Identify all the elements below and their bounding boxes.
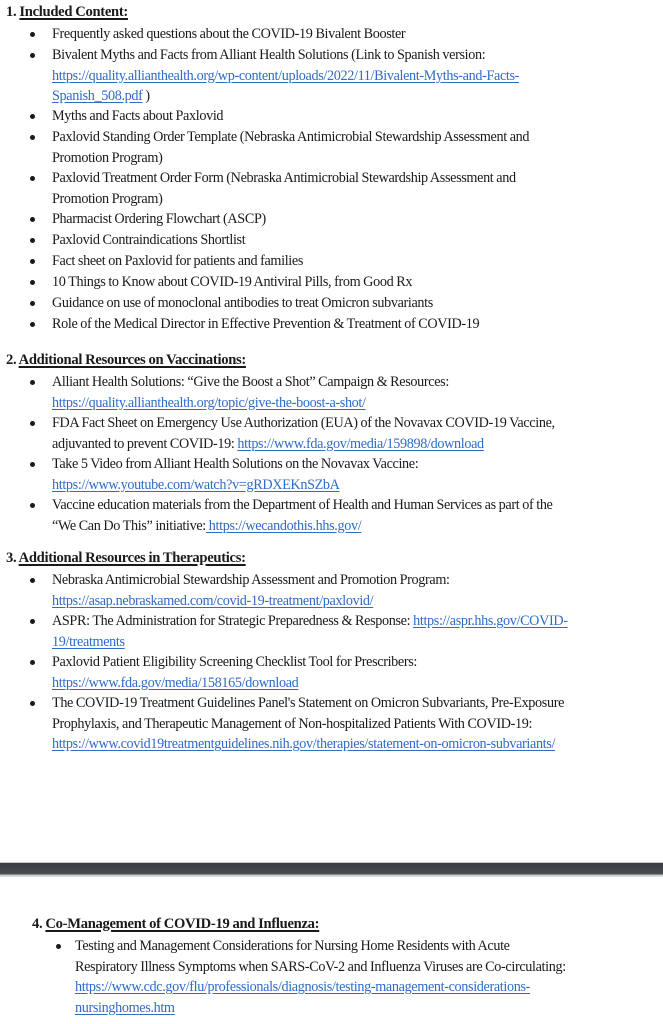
text-line [52, 168, 516, 189]
plain-text: Testing and Management Considerations for Nursing Home Residents with Acute [75, 938, 510, 954]
hyperlink[interactable]: https://www.covid19treatmentguidelines.nih.gov/therapies/statement-on-omicron-subvariants/ [52, 736, 556, 752]
plain-text: Paxlovid Standing Order Template (Nebraska Antimicrobial Stewardship Assessment and [52, 129, 530, 145]
list-item-text [52, 693, 564, 755]
hyperlink[interactable]: https://www.fda.gov/media/159898/download [237, 435, 484, 452]
text-line [52, 434, 555, 455]
plain-text: Fact sheet on Paxlovid for patients and families [52, 253, 303, 269]
text-line [52, 413, 555, 434]
section-title: Included Content: [19, 4, 128, 20]
bullet-icon [30, 259, 35, 264]
section-title: Additional Resources in Therapeutics: [18, 550, 246, 566]
bullet-icon [30, 176, 35, 181]
text-line [75, 936, 566, 957]
bullet-icon [30, 301, 35, 306]
text-line [52, 454, 418, 475]
bullet-icon [30, 322, 35, 327]
text-line [52, 127, 529, 148]
text-line [52, 591, 450, 612]
list-item-text [52, 127, 529, 168]
bullet-icon [30, 32, 35, 37]
text-line [75, 998, 566, 1019]
hyperlink[interactable]: nursinghomes.htm [75, 999, 175, 1016]
text-line [52, 209, 266, 230]
hyperlink[interactable]: https://wecandothis.hhs.gov/ [205, 517, 362, 534]
page-separator [0, 862, 663, 877]
section-heading [6, 4, 128, 21]
plain-text: Bivalent Myths and Facts from Alliant Health Solutions (Link to Spanish version: [52, 47, 486, 63]
list-item-text [52, 413, 555, 454]
section-number: 2. [6, 352, 17, 368]
text-line [52, 148, 529, 169]
text-line [52, 714, 564, 735]
plain-text: Frequently asked questions about the COVID-19 Bivalent Booster [52, 26, 406, 42]
bullet-icon [30, 238, 35, 243]
hyperlink[interactable]: https://asap.nebraskamed.com/covid-19-treatment/paxlovid/ [52, 592, 374, 609]
bullet-icon [30, 660, 35, 665]
list-item-text [52, 611, 568, 652]
text-line [52, 272, 412, 293]
plain-text: ASPR: The Administration for Strategic Preparedness & Response: [52, 613, 414, 629]
bullet-icon [30, 503, 35, 508]
section-title: Additional Resources on Vaccinations: [18, 352, 246, 368]
list-item-text [52, 106, 223, 127]
bullet-icon [30, 135, 35, 140]
list-item-text [52, 293, 433, 314]
list-item-text [52, 570, 450, 611]
bullet-icon [56, 944, 61, 949]
plain-text: Guidance on use of monoclonal antibodies to treat Omicron subvariants [52, 295, 433, 311]
hyperlink[interactable]: https://www.fda.gov/media/158165/download [52, 674, 299, 691]
list-item-text [52, 45, 519, 107]
text-line [52, 251, 303, 272]
list-item-text [75, 936, 566, 1018]
text-line [52, 106, 223, 127]
bullet-icon [30, 114, 35, 119]
text-line [52, 230, 245, 251]
hyperlink[interactable]: https://www.youtube.com/watch?v=gRDXEKnSZbA [52, 476, 340, 493]
section-heading [6, 550, 246, 567]
bullet-icon [30, 619, 35, 624]
text-line [52, 673, 417, 694]
plain-text: Prophylaxis, and Therapeutic Management of Non-hospitalized Patients With COVID-19: [52, 715, 533, 732]
list-item-text [52, 495, 553, 536]
list-item-text [52, 314, 479, 335]
hyperlink[interactable]: https://quality.allianthealth.org/topic/give-the-boost-a-shot/ [52, 394, 366, 411]
hyperlink[interactable]: https://aspr.hhs.gov/COVID- [413, 613, 568, 629]
list-item-text [52, 372, 449, 413]
section-number: 1. [6, 4, 17, 20]
plain-text: adjuvanted to prevent COVID-19: [52, 435, 238, 452]
hyperlink[interactable]: Spanish_508.pdf [52, 88, 143, 104]
text-line [52, 189, 516, 210]
text-line [52, 314, 479, 335]
hyperlink[interactable]: https://www.cdc.gov/flu/professionals/diagnosis/testing-management-considerations- [75, 979, 531, 995]
list-item-text [52, 230, 245, 251]
plain-text: Pharmacist Ordering Flowchart (ASCP) [52, 211, 266, 227]
plain-text: The COVID-19 Treatment Guidelines Panel's Statement on Omicron Subvariants, Pre-Exposure [52, 695, 565, 711]
plain-text: Nebraska Antimicrobial Stewardship Assessment and Promotion Program: [52, 572, 450, 588]
list-item-text [52, 24, 405, 45]
bullet-icon [30, 421, 35, 426]
text-line [52, 293, 433, 314]
bullet-icon [30, 701, 35, 706]
plain-text: Promotion Program) [52, 149, 163, 166]
text-line [75, 977, 566, 998]
bullet-icon [30, 217, 35, 222]
text-line [52, 475, 418, 496]
text-line [52, 45, 519, 66]
plain-text: ) [142, 88, 150, 104]
section-heading [6, 352, 246, 369]
section-heading [32, 916, 319, 933]
hyperlink[interactable]: 19/treatments [52, 633, 125, 650]
text-line [52, 24, 405, 45]
hyperlink[interactable]: https://quality.allianthealth.org/wp-content/uploads/2022/11/Bivalent-Myths-and-Facts- [52, 67, 520, 84]
bullet-icon [30, 280, 35, 285]
text-line [75, 957, 566, 978]
plain-text: Paxlovid Contraindications Shortlist [52, 232, 246, 248]
plain-text: Myths and Facts about Paxlovid [52, 108, 224, 124]
list-item-text [52, 168, 516, 209]
plain-text: Role of the Medical Director in Effective Prevention & Treatment of COVID-19 [52, 316, 480, 332]
document-page-2 [0, 877, 663, 1024]
text-line [52, 393, 449, 414]
plain-text: Alliant Health Solutions: “Give the Boost a Shot” Campaign & Resources: [52, 374, 449, 390]
plain-text: Paxlovid Patient Eligibility Screening Checklist Tool for Prescribers: [52, 654, 418, 670]
plain-text: “We Can Do This” initiative: [52, 517, 206, 534]
plain-text: 10 Things to Know about COVID-19 Antiviral Pills, from Good Rx [52, 274, 413, 290]
bullet-icon [30, 53, 35, 58]
plain-text: FDA Fact Sheet on Emergency Use Authorization (EUA) of the Novavax COVID-19 Vaccine, [52, 415, 555, 431]
bullet-icon [30, 462, 35, 467]
list-item-text [52, 272, 412, 293]
text-line [52, 86, 519, 107]
list-item-text [52, 652, 417, 693]
plain-text: Paxlovid Treatment Order Form (Nebraska Antimicrobial Stewardship Assessment and [52, 170, 516, 186]
text-line [52, 632, 568, 653]
plain-text: Take 5 Video from Alliant Health Solutions on the Novavax Vaccine: [52, 456, 419, 472]
text-line [52, 734, 564, 755]
section-number: 4. [32, 916, 43, 932]
text-line [52, 693, 564, 714]
bullet-icon [30, 380, 35, 385]
list-item-text [52, 209, 266, 230]
text-line [52, 372, 449, 393]
text-line [52, 570, 450, 591]
section-title: Co-Management of COVID-19 and Influenza: [45, 916, 320, 932]
bullet-icon [30, 578, 35, 583]
plain-text: Vaccine education materials from the Department of Health and Human Services as part of the [52, 497, 553, 513]
text-line [52, 66, 519, 87]
text-line [52, 652, 417, 673]
section-number: 3. [6, 550, 17, 566]
text-line [52, 495, 553, 516]
text-line [52, 611, 568, 632]
plain-text: Promotion Program) [52, 190, 163, 207]
text-line [52, 516, 553, 537]
list-item-text [52, 251, 303, 272]
plain-text: Respiratory Illness Symptoms when SARS-CoV-2 and Influenza Viruses are Co-circulating: [75, 958, 566, 975]
list-item-text [52, 454, 418, 495]
